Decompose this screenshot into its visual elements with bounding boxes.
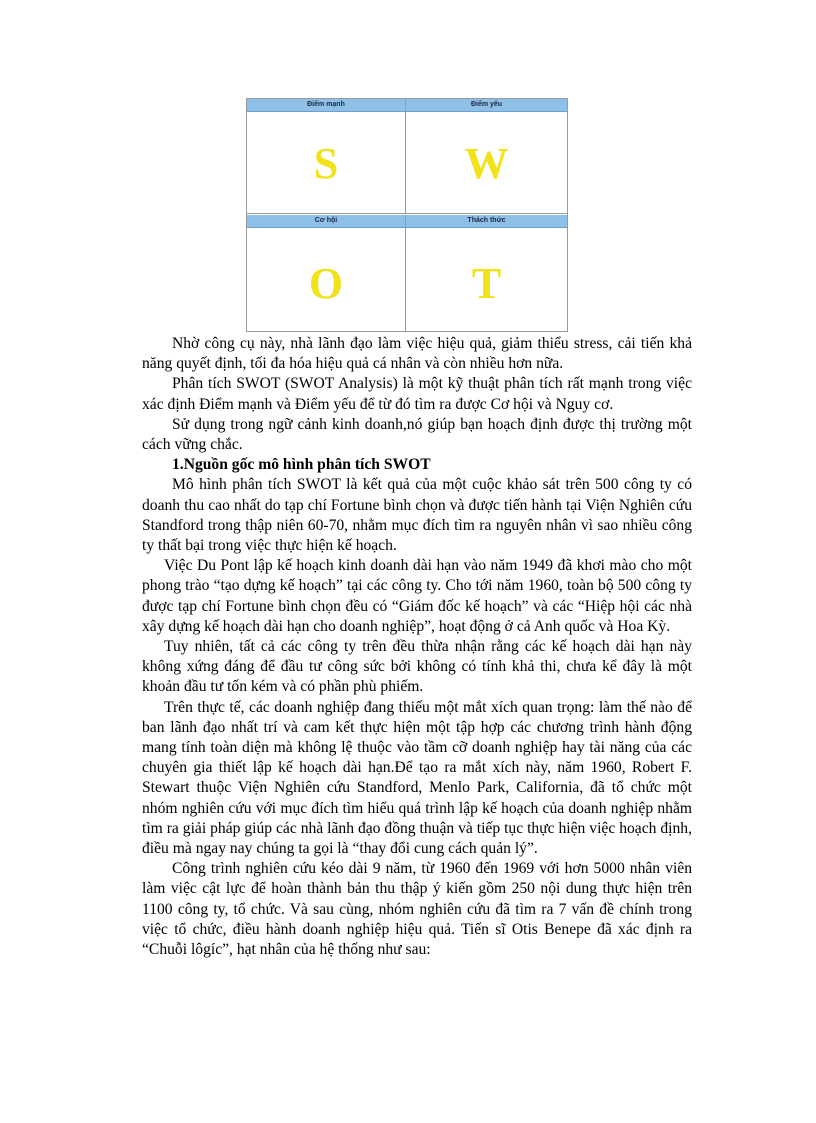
swot-diagram bbox=[246, 98, 568, 332]
strengths-header: Điểm mạnh bbox=[247, 99, 405, 112]
opportunities-letter: O bbox=[308, 259, 344, 308]
paragraph-7: Trên thực tế, các doanh nghiệp đang thiếu một mắt xích quan trọng: làm thế nào để ban lãnh đạo nhất trí và cam kết thực hiện một tập hợp các chương trình hành động mang tính toàn diện mà không lệ thuộc vào tầm cỡ doanh nghiệp hay tài năng của các chuyên gia thiết lập kế hoạch dài hạn.Để tạo ra mắt xích này, năm 1960, Robert F. Stewart thuộc Viện Nghiên cứu Standford, Menlo Park, California, đã tổ chức một nhóm nghiên cứu với mục đích tìm hiểu quá trình lập kế hoạch của doanh nghiệp nhằm tìm ra giải pháp giúp các nhà lãnh đạo đồng thuận và tiếp tục thực hiện việc hoạch định, điều mà ngay nay chúng ta gọi là “thay đổi cung cách quản lý”. bbox=[142, 698, 692, 858]
weaknesses-header: Điểm yếu bbox=[406, 99, 567, 112]
paragraph-4: Mô hình phân tích SWOT là kết quả của một cuộc khảo sát trên 500 công ty có doanh thu cao nhất do tạp chí Fortune bình chọn và được tiến hành tại Viện Nghiên cứu Standford trong thập niên 60-70, nhằm mục đích tìm ra nguyên nhân vì sao nhiều công ty thất bại trong việc thực hiện kế hoạch. bbox=[142, 476, 692, 555]
strengths-letter: S bbox=[313, 139, 339, 188]
section-heading: 1.Nguồn gốc mô hình phân tích SWOT bbox=[172, 456, 431, 474]
paragraph-1: Nhờ công cụ này, nhà lãnh đạo làm việc hiệu quả, giảm thiểu stress, cải tiến khả năng quyết định, tối đa hóa hiệu quả cá nhân và còn nhiều hơn nữa. bbox=[142, 335, 692, 373]
paragraph-8: Công trình nghiên cứu kéo dài 9 năm, từ 1960 đến 1969 với hơn 5000 nhân viên làm việc cật lực để hoàn thành bản thu thập ý kiến gồm 250 nội dung thực hiện trên 1100 công ty, tổ chức. Và sau cùng, nhóm nghiên cứu đã tìm ra 7 vấn đề chính trong việc tổ chức, điều hành doanh nghiệp hiệu quả. Tiến sĩ Otis Benepe đã xác định ra “Chuỗi lôgíc”, hạt nhân của hệ thống như sau: bbox=[142, 860, 692, 959]
threats-letter: T bbox=[471, 259, 502, 308]
swot-strengths-quadrant bbox=[247, 99, 406, 214]
swot-threats-quadrant bbox=[406, 215, 567, 331]
swot-opportunities-quadrant bbox=[247, 215, 406, 331]
paragraph-5: Việc Du Pont lập kế hoạch kinh doanh dài hạn vào năm 1949 đã khơi mào cho một phong trào “tạo dựng kế hoạch” tại các công ty. Cho tới năm 1960, toàn bộ 500 công ty được tạp chí Fortune bình chọn đều có “Giám đốc kế hoạch” và các “Hiệp hội các nhà xây dựng kế hoạch dài hạn cho doanh nghiệp”, hoạt động ở cả Anh quốc và Hoa Kỳ. bbox=[142, 557, 692, 635]
paragraph-3: Sử dụng trong ngữ cảnh kinh doanh,nó giúp bạn hoạch định được thị trường một cách vững chắc. bbox=[142, 415, 692, 454]
document-body bbox=[142, 334, 692, 960]
paragraph-2: Phân tích SWOT (SWOT Analysis) là một kỹ thuật phân tích rất mạnh trong việc xác định Điểm mạnh và Điểm yếu để từ đó tìm ra được Cơ hội và Nguy cơ. bbox=[142, 375, 692, 413]
weaknesses-letter: W bbox=[464, 139, 509, 188]
paragraph-6: Tuy nhiên, tất cả các công ty trên đều thừa nhận rằng các kế hoạch dài hạn này không xứng đáng để đầu tư công sức bởi không có tính khả thi, chưa kể đây là một khoản đầu tư tốn kém và có phần phù phiếm. bbox=[142, 638, 692, 696]
swot-weaknesses-quadrant bbox=[406, 99, 567, 214]
threats-header: Thách thức bbox=[406, 215, 567, 228]
opportunities-header: Cơ hội bbox=[247, 215, 405, 228]
